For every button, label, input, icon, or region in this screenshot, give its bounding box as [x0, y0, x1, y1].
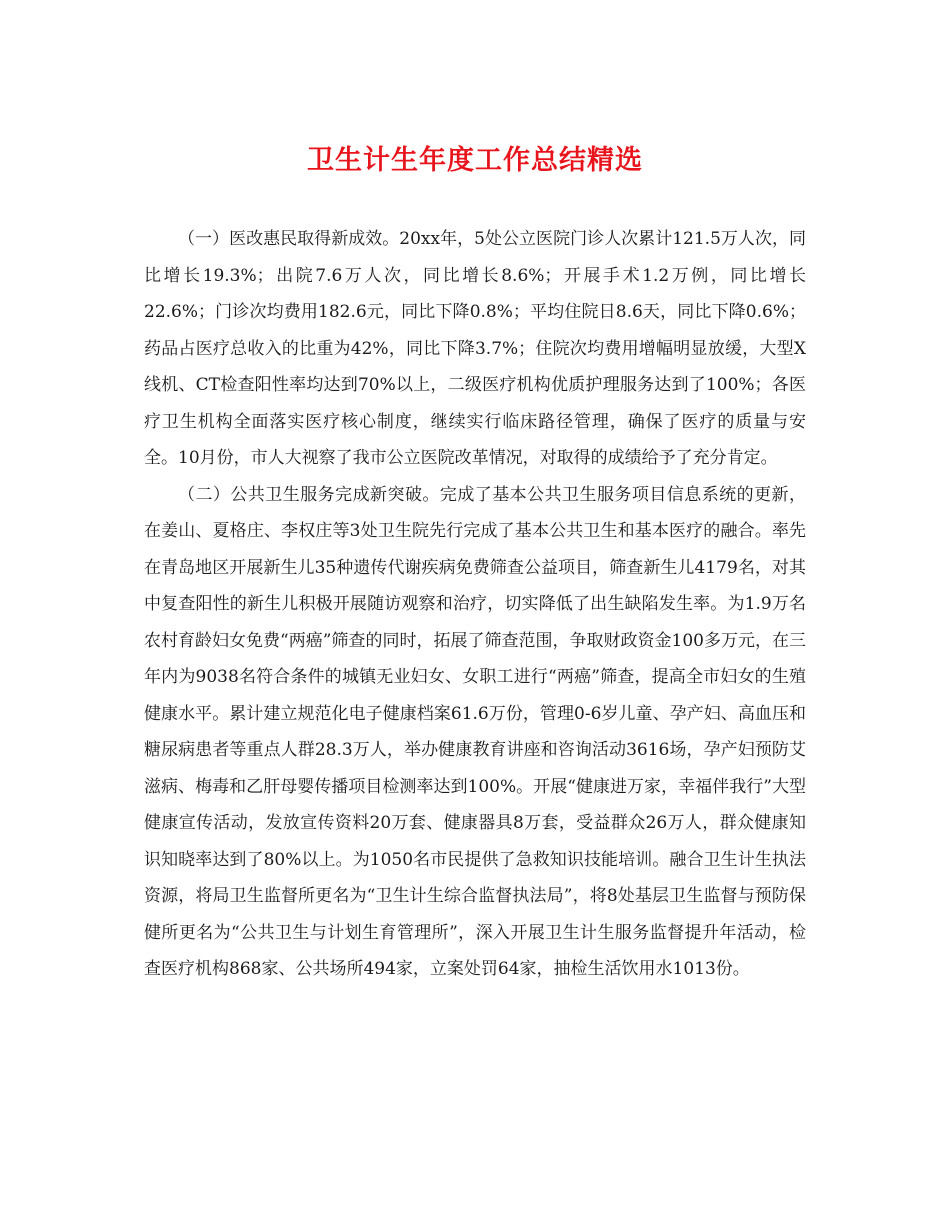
document-title: 卫生计生年度工作总结精选: [307, 145, 643, 176]
document-body: [144, 221, 806, 988]
paragraph-public-health: （二）公共卫生服务完成新突破。完成了基本公共卫生服务项目信息系统的更新，在姜山、夏格庄、李权庄等3处卫生院先行完成了基本公共卫生和基本医疗的融合。率先在青岛地区开展新生儿35种遗传代谢疾病免费筛查公益项目，筛查新生儿4179名，对其中复查阳性的新生儿积极开展随访观察和治疗，切实降低了出生缺陷发生率。为1.9万名农村育龄妇女免费“两癌”筛查的同时，拓展了筛查范围，争取财政资金100多万元，在三年内为9038名符合条件的城镇无业妇女、女职工进行“两癌”筛查，提高全市妇女的生殖健康水平。累计建立规范化电子健康档案61.6万份，管理0-6岁儿童、孕产妇、高血压和糖尿病患者等重点人群28.3万人，举办健康教育讲座和咨询活动3616场，孕产妇预防艾滋病、梅毒和乙肝母婴传播项目检测率达到100%。开展“健康进万家，幸福伴我行”大型健康宣传活动，发放宣传资料20万套、健康器具8万套，受益群众26万人，群众健康知识知晓率达到了80%以上。为1050名市民提供了急救知识技能培训。融合卫生计生执法资源，将局卫生监督所更名为“卫生计生综合监督执法局”，将8处基层卫生监督与预防保健所更名为“公共卫生与计划生育管理所”，深入开展卫生计生服务监督提升年活动，检查医疗机构868家、公共场所494家，立案处罚64家，抽检生活饮用水1013份。: [144, 484, 806, 979]
paragraph-medical-reform: （一）医改惠民取得新成效。20xx年，5处公立医院门诊人次累计121.5万人次，同比增长19.3%；出院7.6万人次，同比增长8.6%；开展手术1.2万例，同比增长22.6%；门诊次均费用182.6元，同比下降0.8%；平均住院日8.6天，同比下降0.6%；药品占医疗总收入的比重为42%，同比下降3.7%；住院次均费用增幅明显放缓，大型X线机、CT检查阳性率均达到70%以上，二级医疗机构优质护理服务达到了100%；各医疗卫生机构全面落实医疗核心制度，继续实行临床路径管理，确保了医疗的质量与安全。10月份，市人大视察了我市公立医院改革情况，对取得的成绩给予了充分肯定。: [144, 229, 806, 468]
